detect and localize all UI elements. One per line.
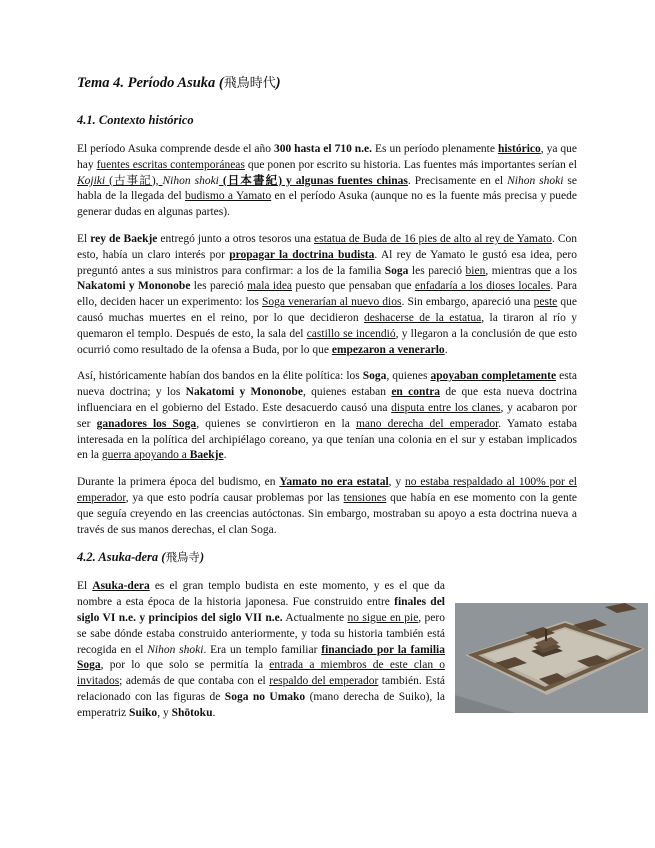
temple-model-drawing (455, 603, 648, 713)
section-heading-asuka-dera: 4.2. Asuka-dera (飛鳥寺) (77, 550, 205, 565)
title-cjk: 飛鳥時代 (223, 76, 276, 91)
paragraph-asuka-dera: El Asuka-dera es el gran templo budista en este momento, y es el que da nombre a esta época de la historia japonesa. Fue construido entre finales del siglo VI n.e. y principios del siglo VII n.e. Actualmente no sigue en pie, pero se sabe dónde estaba construido anteriormente, y toda su historia también está recogida en el Nihon shoki. Era un templo familiar financiado por la familia Soga, por lo que solo se permitía la entrada a miembros de este clan o invitados; además de que contaba con el respaldo del emperador también. Está relacionado con las figuras de Soga no Umako (mano derecha de Suiko), la emperatriz Suiko, y Shōtoku. (77, 579, 577, 721)
paragraph-sources: El período Asuka comprende desde el año 300 hasta el 710 n.e. Es un período plenamente histórico, ya que hay fuentes escritas contemporáneas que ponen por escrito su historia. Las fuentes más importantes serían el Kojiki (古事記), Nihon shoki (日本書紀) y algunas fuentes chinas. Precisamente en el Nihon shoki se habla de la llegada del budismo a Yamato en el período Asuka (aunque no es la fuente más precisa y puede generar dudas en algunas partes). (77, 143, 578, 219)
paragraph-baekje: El rey de Baekje entregó junto a otros tesoros una estatua de Buda de 16 pies de alto al rey de Yamato. Con esto, había un claro interés por propagar la doctrina budista. Al rey de Yamato le gustó esa idea, pero preguntó antes a sus ministros para confirmar: a los de la familia Soga les pareció bien, mientras que a los Nakatomi y Mononobe les pareció mala idea puesto que pensaban que enfadaría a los dioses locales. Para ello, deciden hacer un experimento: los Soga venerarían al nuevo dios. Sin embargo, apareció una peste que causó muchas muertes en el reino, por lo que decidieron deshacerse de la estatua, la tiraron al río y quemaron el templo. Después de esto, la sala del castillo se incendió, y llegaron a la conclusión de que esto ocurrió como resultado de la ofensa a Buda, por lo que empezaron a venerarlo. (77, 232, 578, 356)
paragraph-factions: Así, históricamente habían dos bandos en la élite política: los Soga, quienes apoyaban completamente esta nueva doctrina; y los Nakatomi y Mononobe, quienes estaban en contra de que esta nueva doctrina influenciara en el gobierno del Estado. Este desacuerdo causó una disputa entre los clanes, y acabaron por ser ganadores los Soga, quienes se convirtieron en la mano derecha del emperador. Yamato estaba interesada en la política del archipiélago coreano, ya que tenían una colonia en el sur y estaban implicados en la guerra apoyando a Baekje. (77, 370, 578, 462)
temple-model-image (455, 603, 648, 713)
paragraph-early-buddhism: Durante la primera época del budismo, en Yamato no era estatal, y no estaba respaldado al 100% por el emperador, ya que esto podría causar problemas por las tensiones que había en ese momento con la gente que seguía creyendo en las creencias autóctonas. Sin embargo, mostraban su apoyo a esta doctrina nueva a través de sus manos derechas, el clan Soga. (77, 476, 578, 536)
page-title: Tema 4. Período Asuka (飛鳥時代) (77, 75, 281, 91)
document-page (77, 74, 577, 733)
section-heading-context: 4.1. Contexto histórico (77, 113, 194, 127)
